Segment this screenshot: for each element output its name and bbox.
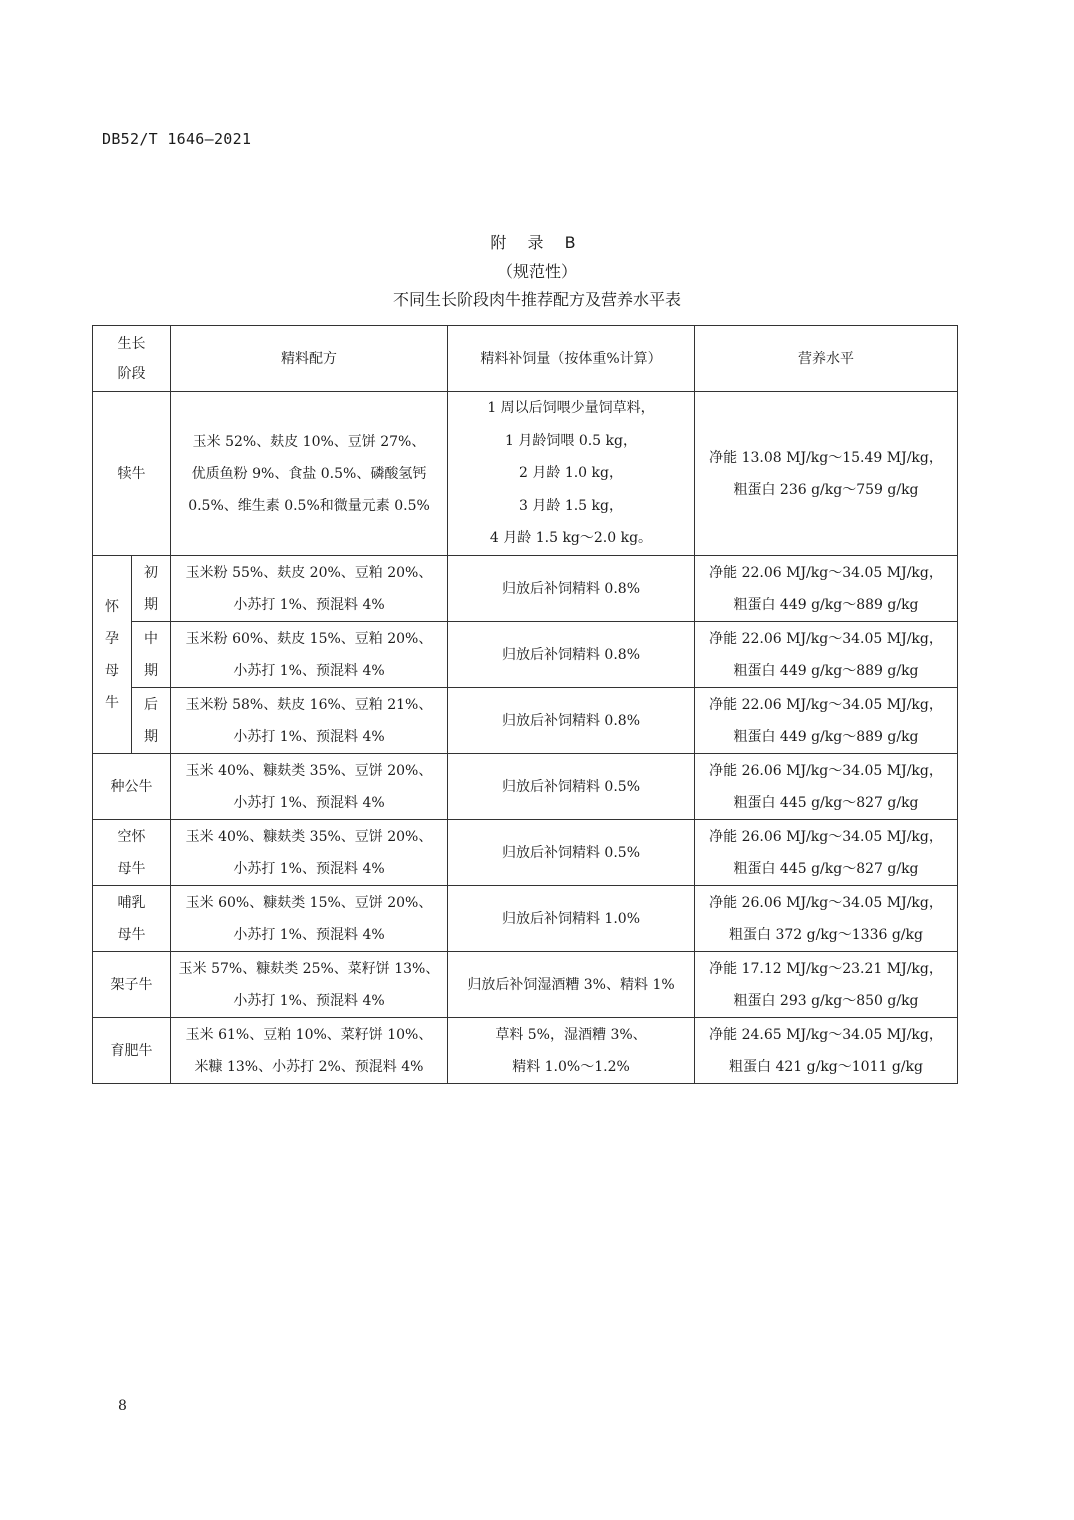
header-stage-line-1: 生长 (117, 335, 146, 352)
formula-line: 小苏打 1%、预混料 4% (233, 860, 385, 877)
feed-line: 2 月龄 1.0 kg， (519, 465, 623, 482)
formula-line: 玉米 40%、糠麸类 35%、豆饼 20%、 (185, 762, 433, 779)
page-number: 8 (118, 1398, 127, 1414)
nutrition-line: 粗蛋白 449 g/kg～889 g/kg (733, 728, 919, 745)
feed-cell: 归放后补饲精料 0.8% (448, 622, 695, 688)
table-row (93, 820, 958, 886)
nutrition-line: 粗蛋白 449 g/kg～889 g/kg (733, 596, 919, 613)
stage-char: 初 (144, 564, 158, 581)
formula-cell (171, 1018, 448, 1084)
nutrition-cell (695, 556, 958, 622)
nutrition-line: 净能 26.06 MJ/kg～34.05 MJ/kg， (709, 828, 943, 845)
nutrition-line: 净能 22.06 MJ/kg～34.05 MJ/kg， (709, 564, 943, 581)
table-row-pregnant-mid (93, 622, 958, 688)
feed-cell (448, 754, 695, 820)
feed-line: 归放后补饲精料 0.5% (501, 844, 641, 861)
stage-cell (93, 886, 171, 952)
nutrition-cell (695, 392, 958, 556)
standard-code: DB52/T 1646—2021 (102, 130, 252, 148)
stage-char: 母 (105, 662, 119, 679)
nutrition-cell (695, 688, 958, 754)
formula-line: 小苏打 1%、预混料 4% (233, 992, 385, 1009)
nutrition-cell (695, 952, 958, 1018)
feed-line: 归放后补饲湿酒糟 3%、精料 1% (467, 976, 675, 993)
nutrition-cell (695, 754, 958, 820)
feed-cell (448, 1018, 695, 1084)
formula-cell (171, 754, 448, 820)
formula-line: 小苏打 1%、预混料 4% (233, 662, 385, 679)
formula-line: 玉米粉 60%、麸皮 15%、豆粕 20%、 (185, 630, 433, 647)
formula-line: 玉米 61%、豆粕 10%、菜籽饼 10%、 (185, 1026, 433, 1043)
feed-cell (448, 952, 695, 1018)
nutrition-cell (695, 622, 958, 688)
nutrition-line: 粗蛋白 236 g/kg～759 g/kg (733, 481, 919, 498)
formula-line: 米糠 13%、小苏打 2%、预混料 4% (194, 1058, 424, 1075)
table-row (93, 1018, 958, 1084)
stage-line: 育肥牛 (110, 1042, 153, 1059)
stage-char: 中 (144, 630, 158, 647)
sub-stage-cell (132, 556, 171, 622)
header-stage (93, 326, 171, 392)
stage-line: 架子牛 (110, 976, 153, 993)
table-row (93, 886, 958, 952)
formula-line: 玉米 40%、糠麸类 35%、豆饼 20%、 (185, 828, 433, 845)
stage-line: 哺乳 (117, 894, 146, 911)
nutrition-line: 净能 22.06 MJ/kg～34.05 MJ/kg， (709, 696, 943, 713)
table-row-pregnant-early (93, 556, 958, 622)
nutrition-line: 净能 13.08 MJ/kg～15.49 MJ/kg， (709, 449, 943, 466)
table-row (93, 952, 958, 1018)
feed-line: 归放后补饲精料 1.0% (501, 910, 641, 927)
nutrition-line: 净能 17.12 MJ/kg～23.21 MJ/kg， (709, 960, 943, 977)
stage-cell (93, 952, 171, 1018)
stage-char: 期 (144, 728, 158, 745)
stage-char: 牛 (105, 694, 119, 711)
table-row-pregnant-late (93, 688, 958, 754)
nutrition-line: 粗蛋白 449 g/kg～889 g/kg (733, 662, 919, 679)
formula-cell (171, 688, 448, 754)
formula-line: 玉米粉 55%、麸皮 20%、豆粕 20%、 (185, 564, 433, 581)
formula-line: 玉米 57%、糠麸类 25%、菜籽饼 13%、 (178, 960, 440, 977)
sub-stage-cell (132, 622, 171, 688)
stage-line: 母牛 (117, 860, 146, 877)
stage-line: 种公牛 (110, 778, 153, 795)
appendix-nature: （规范性） (496, 262, 577, 281)
stage-char: 怀 (105, 598, 119, 615)
formula-line: 小苏打 1%、预混料 4% (233, 596, 385, 613)
formula-line: 玉米 52%、麸皮 10%、豆饼 27%、 (192, 433, 426, 450)
formula-cell (171, 392, 448, 556)
stage-line: 空怀 (117, 828, 146, 845)
stage-group-pregnant-cow (93, 556, 132, 754)
nutrition-cell (695, 886, 958, 952)
formula-line: 玉米粉 58%、麸皮 16%、豆粕 21%、 (185, 696, 433, 713)
header-formula: 精料配方 (171, 326, 448, 392)
nutrition-line: 粗蛋白 445 g/kg～827 g/kg (733, 794, 919, 811)
formula-nutrition-table (92, 325, 958, 1084)
nutrition-line: 净能 22.06 MJ/kg～34.05 MJ/kg， (709, 630, 943, 647)
nutrition-line: 粗蛋白 372 g/kg～1336 g/kg (729, 926, 923, 943)
formula-line: 小苏打 1%、预混料 4% (233, 926, 385, 943)
formula-cell (171, 556, 448, 622)
nutrition-line: 净能 24.65 MJ/kg～34.05 MJ/kg， (709, 1026, 943, 1043)
stage-char: 期 (144, 662, 158, 679)
header-feed: 精料补饲量（按体重%计算） (448, 326, 695, 392)
feed-line: 草料 5%，湿酒糟 3%、 (495, 1026, 647, 1043)
stage-cell (93, 820, 171, 886)
stage-cell (93, 754, 171, 820)
formula-cell (171, 886, 448, 952)
formula-line: 小苏打 1%、预混料 4% (233, 794, 385, 811)
formula-line: 优质鱼粉 9%、食盐 0.5%、磷酸氢钙 (191, 465, 427, 482)
stage-char: 期 (144, 596, 158, 613)
feed-cell (448, 820, 695, 886)
feed-cell (448, 886, 695, 952)
nutrition-line: 粗蛋白 421 g/kg～1011 g/kg (729, 1058, 923, 1075)
nutrition-line: 净能 26.06 MJ/kg～34.05 MJ/kg， (709, 762, 943, 779)
appendix-label: 附 录 B (490, 233, 584, 252)
nutrition-line: 净能 26.06 MJ/kg～34.05 MJ/kg， (709, 894, 943, 911)
nutrition-line: 粗蛋白 293 g/kg～850 g/kg (733, 992, 919, 1009)
feed-line: 归放后补饲精料 0.5% (501, 778, 641, 795)
stage-line: 母牛 (117, 926, 146, 943)
feed-line: 3 月龄 1.5 kg， (519, 497, 623, 514)
formula-cell (171, 622, 448, 688)
table-title: 不同生长阶段肉牛推荐配方及营养水平表 (392, 290, 681, 309)
formula-cell (171, 820, 448, 886)
formula-line: 0.5%、维生素 0.5%和微量元素 0.5% (188, 497, 430, 514)
feed-line: 精料 1.0%～1.2% (512, 1058, 630, 1075)
stage-char: 孕 (105, 630, 119, 647)
stage-char: 后 (144, 696, 158, 713)
header-stage-line-2: 阶段 (117, 365, 146, 382)
table-row (93, 754, 958, 820)
feed-line: 4 月龄 1.5 kg～2.0 kg。 (489, 530, 653, 547)
nutrition-line: 粗蛋白 445 g/kg～827 g/kg (733, 860, 919, 877)
sub-stage-cell (132, 688, 171, 754)
formula-line: 小苏打 1%、预混料 4% (233, 728, 385, 745)
table-row-calf (93, 392, 958, 556)
feed-cell (448, 392, 695, 556)
feed-cell: 归放后补饲精料 0.8% (448, 556, 695, 622)
formula-cell (171, 952, 448, 1018)
header-nutrition: 营养水平 (695, 326, 958, 392)
feed-cell: 归放后补饲精料 0.8% (448, 688, 695, 754)
feed-line: 1 周以后饲喂少量饲草料， (487, 400, 655, 417)
table-header-row (93, 326, 958, 392)
nutrition-cell (695, 820, 958, 886)
feed-line: 1 月龄饲喂 0.5 kg， (505, 432, 637, 449)
stage-cell: 犊牛 (93, 392, 171, 556)
stage-cell (93, 1018, 171, 1084)
nutrition-cell (695, 1018, 958, 1084)
formula-line: 玉米 60%、糠麸类 15%、豆饼 20%、 (185, 894, 433, 911)
